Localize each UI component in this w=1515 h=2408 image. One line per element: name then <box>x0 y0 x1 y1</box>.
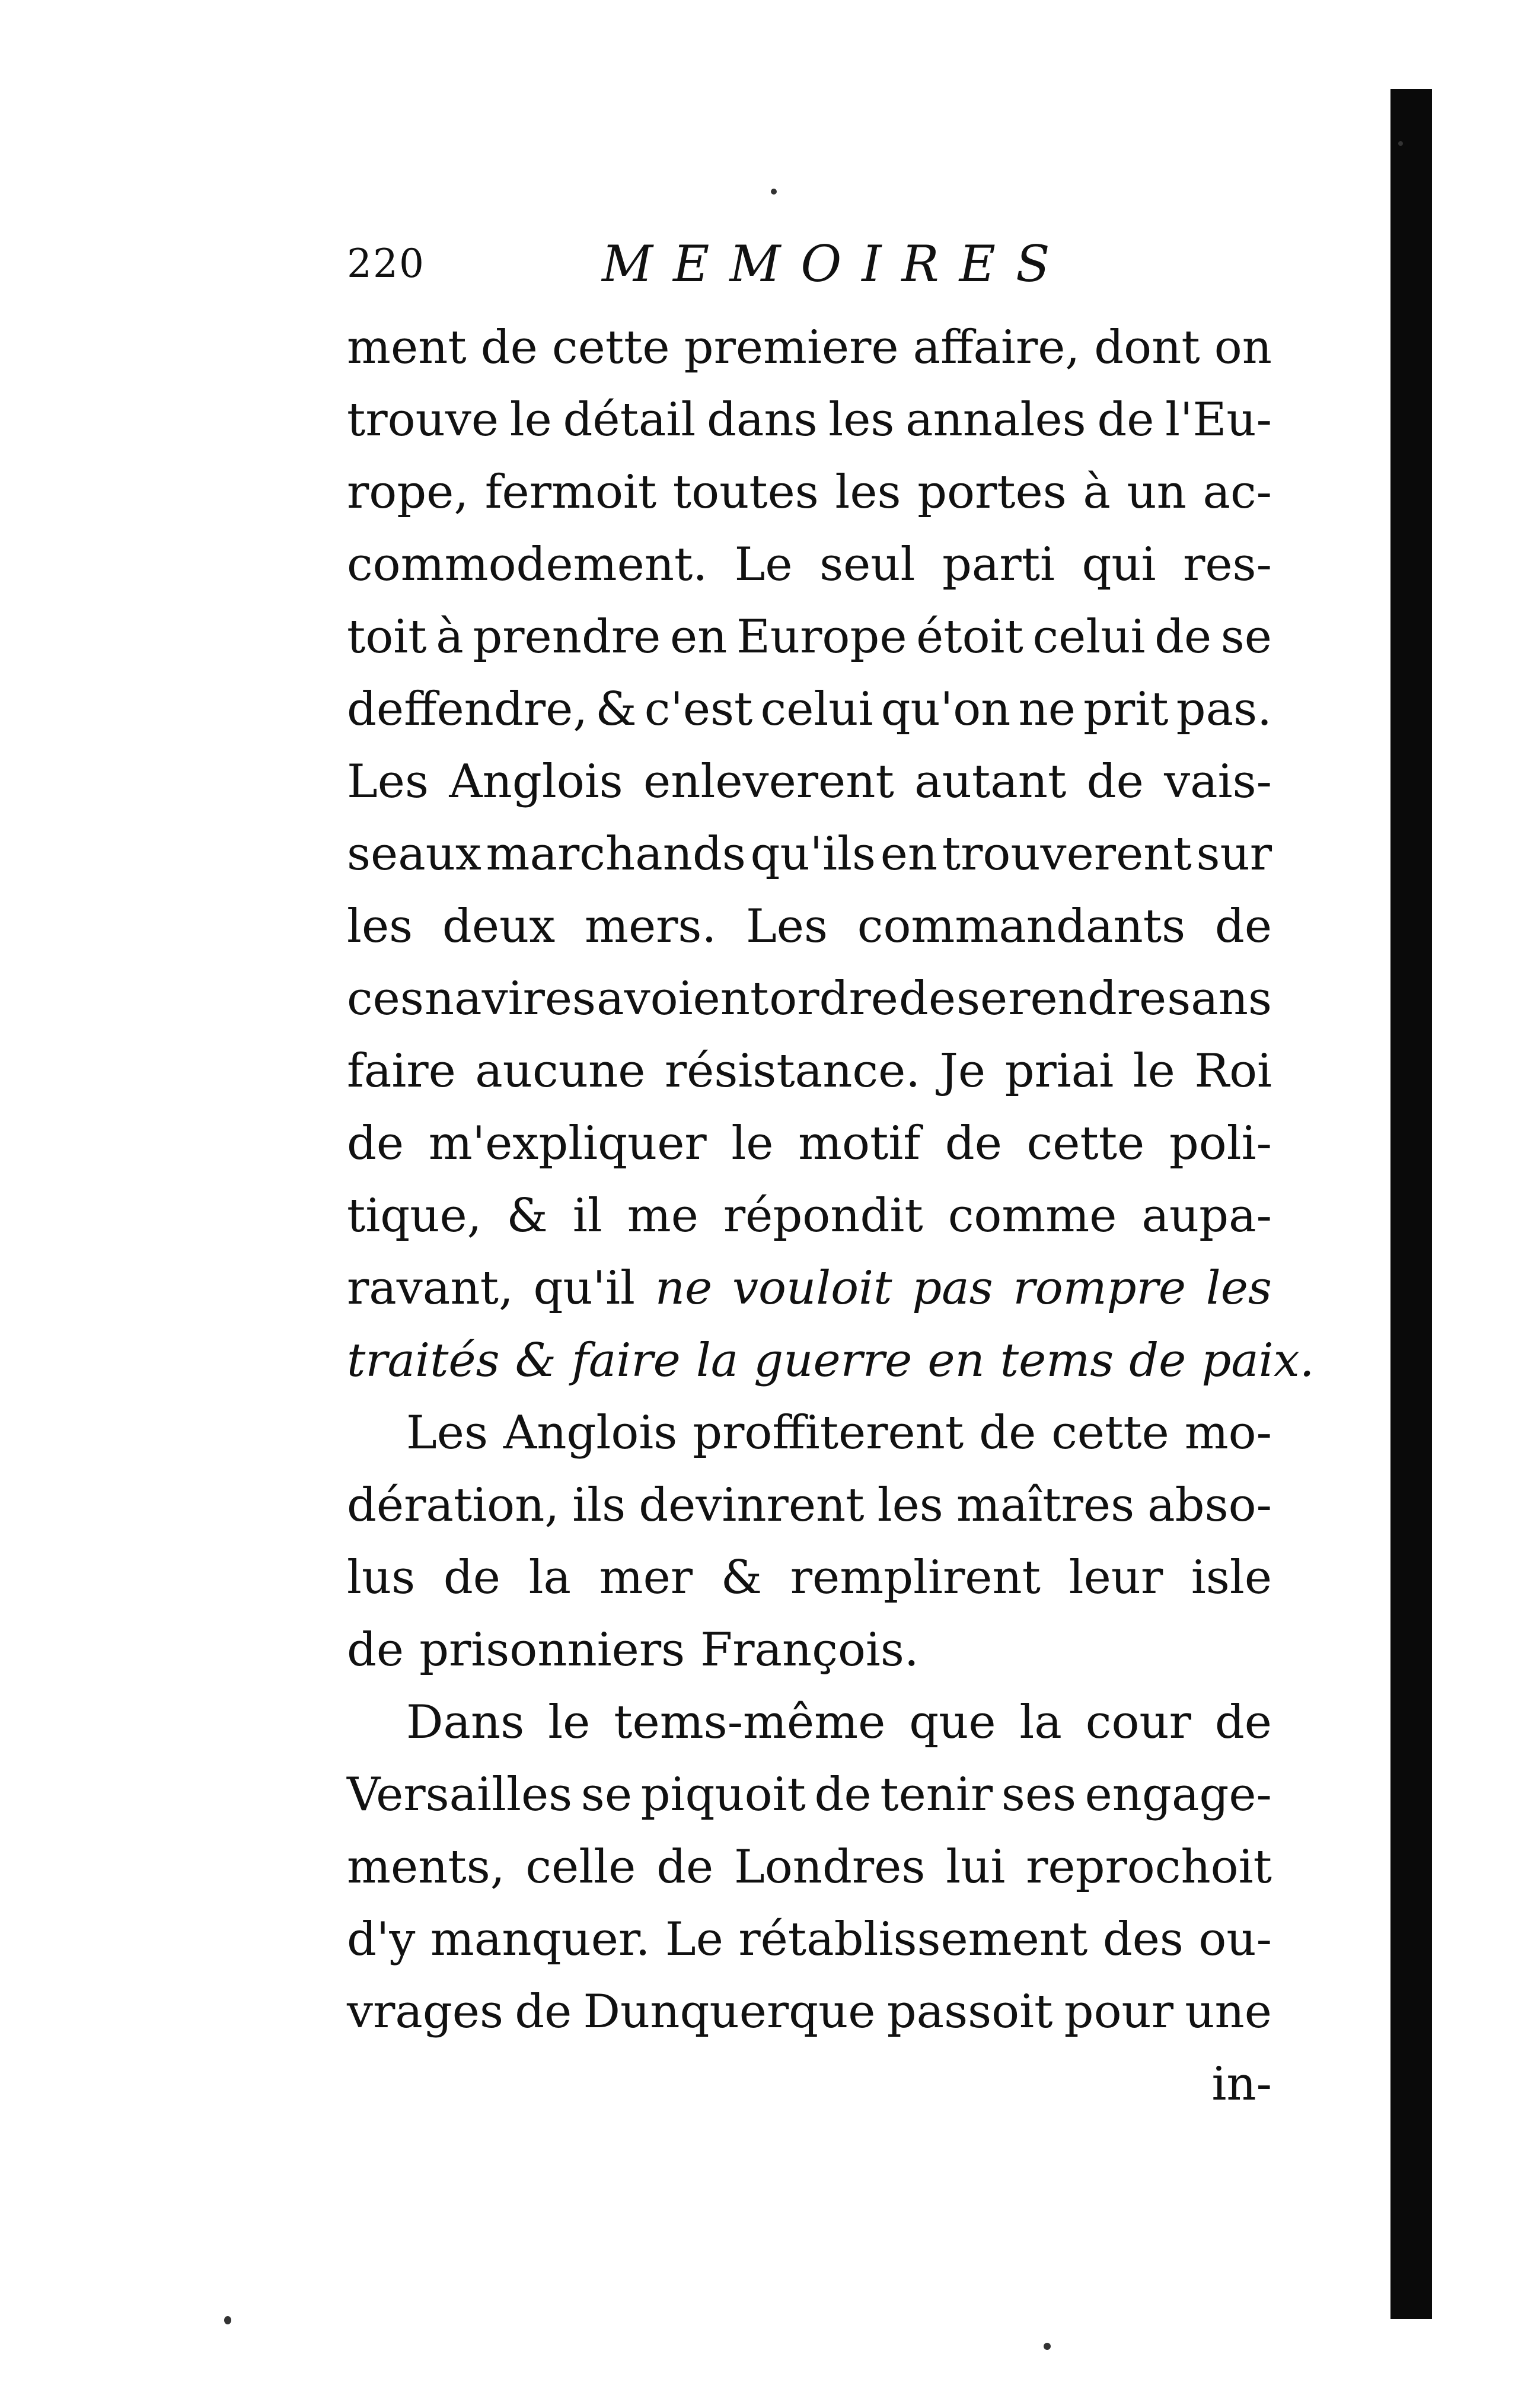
word: fermoit <box>484 466 657 519</box>
word: d'y <box>347 1913 416 1966</box>
word: guerre <box>754 1334 913 1387</box>
word: traités <box>347 1334 500 1387</box>
word: un <box>1127 466 1187 519</box>
word: rope, <box>347 466 469 519</box>
word: mers. <box>585 900 717 953</box>
word: de <box>1129 1334 1187 1387</box>
word: en <box>927 1334 985 1387</box>
word: abso- <box>1147 1479 1272 1532</box>
word: priai <box>1004 1044 1114 1098</box>
word: se <box>956 972 1008 1025</box>
text-line <box>347 528 1272 601</box>
word: & <box>720 1551 763 1604</box>
word: dans <box>706 393 818 447</box>
word: Le <box>665 1913 723 1966</box>
word: manquer. <box>430 1913 650 1966</box>
word: aucune <box>475 1044 646 1098</box>
word: le <box>731 1117 774 1170</box>
word: vais- <box>1164 755 1272 808</box>
word: répondit <box>723 1189 923 1243</box>
word: tique, <box>347 1189 482 1243</box>
word: sur <box>1196 827 1272 881</box>
word: ces <box>347 972 424 1025</box>
word: ravant, <box>347 1262 513 1315</box>
text-line <box>347 1180 1272 1252</box>
word: de <box>945 1117 1002 1170</box>
word: Anglois <box>503 1406 678 1460</box>
word: mer <box>599 1551 693 1604</box>
text-line <box>347 1903 1272 1976</box>
text-line <box>347 1831 1272 1903</box>
word: qu'il <box>533 1262 636 1315</box>
word: dont <box>1094 321 1200 374</box>
word: prit <box>1083 683 1169 736</box>
word: la <box>528 1551 572 1604</box>
word: ne <box>655 1262 713 1315</box>
running-title: MEMOIRES <box>602 235 1070 293</box>
word: de <box>656 1840 714 1894</box>
word: de <box>347 1623 404 1677</box>
print-speck <box>1044 2343 1051 2350</box>
word: lus <box>347 1551 416 1604</box>
word: les <box>828 393 895 447</box>
word: résistance. <box>664 1044 921 1098</box>
word: cette <box>1026 1117 1145 1170</box>
word: en <box>669 610 728 664</box>
print-speck <box>1398 141 1403 146</box>
word: Les <box>746 900 828 953</box>
word: pas <box>912 1262 993 1315</box>
word: lui <box>946 1840 1006 1894</box>
body-text <box>347 311 1315 2120</box>
word: c'est <box>644 683 753 736</box>
word: ordre <box>769 972 898 1025</box>
word: & <box>595 683 637 736</box>
word: de <box>347 1117 404 1170</box>
word: des <box>1102 1913 1184 1966</box>
word: marchands <box>486 827 746 881</box>
word: ou- <box>1198 1913 1272 1966</box>
word: Le <box>734 538 793 591</box>
word: faire <box>347 1044 456 1098</box>
word: on <box>1214 321 1272 374</box>
word: tems-même <box>614 1696 886 1749</box>
page-header <box>347 231 1272 297</box>
word: le <box>509 393 552 447</box>
word: les <box>835 466 901 519</box>
text-line <box>347 1035 1272 1107</box>
text-line <box>347 1541 1272 1614</box>
word: les <box>877 1479 943 1532</box>
text-line <box>347 1976 1272 2048</box>
word: Dunquerque <box>583 1985 876 2038</box>
text-line <box>347 2048 1272 2120</box>
word: pour <box>1064 1985 1174 2038</box>
text-line <box>347 746 1272 818</box>
word: trouve <box>347 393 499 447</box>
word: paix. <box>1201 1334 1315 1387</box>
word: leur <box>1069 1551 1163 1604</box>
word: détail <box>563 393 696 447</box>
word: prisonniers <box>419 1623 685 1677</box>
text-line <box>347 963 1272 1035</box>
word: devinrent <box>639 1479 865 1532</box>
word: l'Eu- <box>1165 393 1272 447</box>
word: & <box>515 1334 557 1387</box>
word: de <box>979 1406 1036 1460</box>
word: Dans <box>406 1696 525 1749</box>
word: cette <box>1051 1406 1169 1460</box>
word: Anglois <box>449 755 623 808</box>
text-line <box>347 1252 1272 1324</box>
text-line <box>347 1107 1272 1180</box>
word: ne <box>1018 683 1076 736</box>
word: la <box>1019 1696 1062 1749</box>
word: piquoit <box>640 1768 806 1821</box>
word: qui <box>1082 538 1156 591</box>
text-line <box>347 384 1272 456</box>
word: ils <box>572 1479 626 1532</box>
word: proffiterent <box>693 1406 964 1460</box>
word: seul <box>819 538 916 591</box>
word: de <box>1214 1696 1272 1749</box>
word: pas. <box>1176 683 1272 736</box>
word: faire <box>572 1334 681 1387</box>
word: & <box>506 1189 548 1243</box>
word: cour <box>1085 1696 1191 1749</box>
word: que <box>909 1696 996 1749</box>
word: comme <box>948 1189 1117 1243</box>
word: deffendre, <box>347 683 588 736</box>
word: Roi <box>1194 1044 1272 1098</box>
word: de <box>1214 900 1272 953</box>
word: dération, <box>347 1479 560 1532</box>
word: les <box>1205 1262 1272 1315</box>
word: passoit <box>886 1985 1053 2038</box>
word: ments, <box>347 1840 505 1894</box>
word: vrages <box>347 1985 503 2038</box>
text-line <box>347 1759 1272 1831</box>
word: qu'ils <box>750 827 876 881</box>
word: se <box>1220 610 1272 664</box>
word: en <box>880 827 938 881</box>
word: reprochoit <box>1026 1840 1272 1894</box>
text-line <box>347 311 1272 384</box>
word: de <box>1097 393 1154 447</box>
word: rendre <box>1008 972 1167 1025</box>
word: portes <box>917 466 1067 519</box>
word: Versailles <box>347 1768 573 1821</box>
word: ment <box>347 321 467 374</box>
word: maîtres <box>956 1479 1135 1532</box>
print-speck <box>224 2316 231 2324</box>
word: le <box>548 1696 591 1749</box>
word: prendre <box>473 610 661 664</box>
word: ac- <box>1203 466 1272 519</box>
word: tenir <box>880 1768 993 1821</box>
word: de <box>898 972 956 1025</box>
text-line <box>347 818 1272 890</box>
word: navires <box>424 972 597 1025</box>
word: la <box>696 1334 739 1387</box>
word: seaux <box>347 827 481 881</box>
word: tems <box>1000 1334 1114 1387</box>
word: sans <box>1167 972 1272 1025</box>
word: celui <box>1032 610 1146 664</box>
word: François. <box>700 1623 919 1677</box>
word: parti <box>942 538 1055 591</box>
word: enleverent <box>643 755 894 808</box>
word: autant <box>914 755 1067 808</box>
word: Je <box>939 1044 986 1098</box>
word: toit <box>347 610 427 664</box>
word: se <box>581 1768 632 1821</box>
word: remplirent <box>790 1551 1041 1604</box>
binding-edge <box>1390 89 1432 2319</box>
word: commandants <box>857 900 1186 953</box>
word: celui <box>760 683 873 736</box>
word: Londres <box>733 1840 926 1894</box>
word: rompre <box>1013 1262 1187 1315</box>
word: mo- <box>1184 1406 1272 1460</box>
text-line <box>347 456 1272 528</box>
word: motif <box>798 1117 921 1170</box>
word: les <box>347 900 413 953</box>
word: commodement. <box>347 538 708 591</box>
text-line <box>347 1397 1272 1469</box>
word: de <box>443 1551 500 1604</box>
word: Les <box>347 755 429 808</box>
word: à <box>436 610 464 664</box>
word: de <box>515 1985 572 2038</box>
word: cette <box>551 321 670 374</box>
word: avoient <box>597 972 769 1025</box>
text-line <box>347 890 1272 963</box>
text-line <box>347 673 1272 746</box>
word: aupa- <box>1141 1189 1272 1243</box>
word: à <box>1083 466 1111 519</box>
word: de <box>1154 610 1212 664</box>
word: celle <box>525 1840 636 1894</box>
word: in- <box>1211 2057 1272 2111</box>
text-line <box>347 601 1272 673</box>
word: il <box>572 1189 602 1243</box>
word: deux <box>442 900 556 953</box>
word: isle <box>1191 1551 1272 1604</box>
word: vouloit <box>732 1262 892 1315</box>
word: qu'on <box>881 683 1011 736</box>
word: trouverent <box>942 827 1192 881</box>
word: affaire, <box>913 321 1080 374</box>
print-speck <box>771 189 777 195</box>
word: une <box>1185 1985 1272 2038</box>
word: de <box>480 321 538 374</box>
word: premiere <box>684 321 899 374</box>
word: me <box>627 1189 699 1243</box>
word: ses <box>1001 1768 1077 1821</box>
word: Europe <box>736 610 907 664</box>
word: engage- <box>1085 1768 1272 1821</box>
word: res- <box>1183 538 1272 591</box>
word: m'expliquer <box>428 1117 707 1170</box>
text-line <box>347 1324 1315 1397</box>
word: Les <box>406 1406 488 1460</box>
word: étoit <box>916 610 1023 664</box>
text-line <box>347 1469 1272 1541</box>
word: poli- <box>1169 1117 1272 1170</box>
word: annales <box>905 393 1086 447</box>
word: le <box>1133 1044 1175 1098</box>
page-number: 220 <box>347 241 425 286</box>
word: rétablissement <box>738 1913 1088 1966</box>
word: de <box>814 1768 872 1821</box>
word: toutes <box>672 466 819 519</box>
text-line <box>347 1686 1272 1759</box>
text-line <box>347 1614 1272 1686</box>
word: de <box>1086 755 1144 808</box>
